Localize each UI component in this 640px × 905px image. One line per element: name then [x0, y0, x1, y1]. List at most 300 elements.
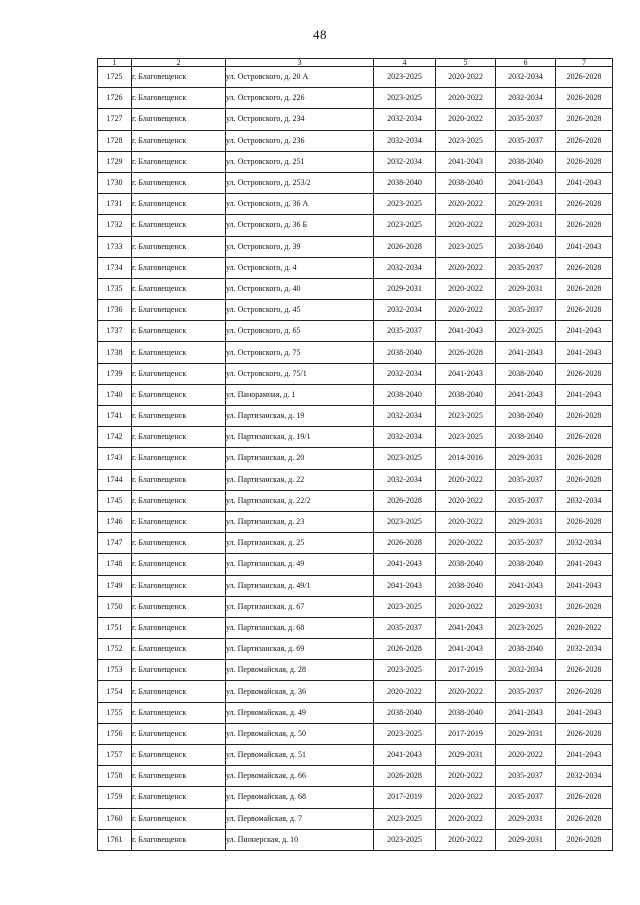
row-number-cell: 1758 — [98, 766, 132, 787]
period-cell: 2020-2022 — [556, 617, 613, 638]
period-cell: 2020-2022 — [436, 533, 496, 554]
column-header: 2 — [132, 59, 226, 67]
table-row — [98, 321, 613, 342]
table-row — [98, 215, 613, 236]
city-cell: г. Благовещенск — [132, 681, 226, 702]
address-cell: ул. Островского, д. 45 — [226, 300, 374, 321]
period-cell: 2026-2028 — [556, 511, 613, 532]
row-number-cell: 1727 — [98, 109, 132, 130]
period-cell: 2032-2034 — [374, 130, 436, 151]
row-number-cell: 1737 — [98, 321, 132, 342]
city-cell: г. Благовещенск — [132, 448, 226, 469]
period-cell: 2026-2028 — [556, 681, 613, 702]
period-cell: 2038-2040 — [496, 554, 556, 575]
period-cell: 2038-2040 — [374, 172, 436, 193]
city-cell: г. Благовещенск — [132, 617, 226, 638]
period-cell: 2023-2025 — [436, 236, 496, 257]
period-cell: 2038-2040 — [436, 172, 496, 193]
city-cell: г. Благовещенск — [132, 151, 226, 172]
row-number-cell: 1733 — [98, 236, 132, 257]
period-cell: 2026-2028 — [436, 342, 496, 363]
period-cell: 2032-2034 — [374, 469, 436, 490]
address-cell: ул. Партизанская, д. 20 — [226, 448, 374, 469]
address-cell: ул. Первомайская, д. 36 — [226, 681, 374, 702]
table-row — [98, 278, 613, 299]
table-row — [98, 829, 613, 850]
city-cell: г. Благовещенск — [132, 511, 226, 532]
city-cell: г. Благовещенск — [132, 639, 226, 660]
city-cell: г. Благовещенск — [132, 596, 226, 617]
address-cell: ул. Островского, д. 4 — [226, 257, 374, 278]
address-cell: ул. Островского, д. 65 — [226, 321, 374, 342]
city-cell: г. Благовещенск — [132, 787, 226, 808]
city-cell: г. Благовещенск — [132, 109, 226, 130]
period-cell: 2032-2034 — [496, 67, 556, 88]
period-cell: 2041-2043 — [436, 321, 496, 342]
period-cell: 2041-2043 — [556, 172, 613, 193]
period-cell: 2029-2031 — [496, 808, 556, 829]
period-cell: 2023-2025 — [374, 194, 436, 215]
period-cell: 2041-2043 — [496, 575, 556, 596]
city-cell: г. Благовещенск — [132, 67, 226, 88]
period-cell: 2035-2037 — [496, 257, 556, 278]
period-cell: 2032-2034 — [374, 109, 436, 130]
period-cell: 2026-2028 — [556, 67, 613, 88]
column-header: 5 — [436, 59, 496, 67]
period-cell: 2029-2031 — [374, 278, 436, 299]
city-cell: г. Благовещенск — [132, 300, 226, 321]
period-cell: 2032-2034 — [374, 151, 436, 172]
period-cell: 2035-2037 — [496, 766, 556, 787]
city-cell: г. Благовещенск — [132, 427, 226, 448]
period-cell: 2041-2043 — [556, 342, 613, 363]
table-row — [98, 406, 613, 427]
period-cell: 2023-2025 — [374, 808, 436, 829]
period-cell: 2041-2043 — [496, 384, 556, 405]
row-number-cell: 1754 — [98, 681, 132, 702]
period-cell: 2032-2034 — [556, 533, 613, 554]
address-cell: ул. Партизанская, д. 22 — [226, 469, 374, 490]
period-cell: 2020-2022 — [436, 257, 496, 278]
period-cell: 2020-2022 — [436, 787, 496, 808]
address-cell: ул. Островского, д. 226 — [226, 88, 374, 109]
period-cell: 2026-2028 — [556, 406, 613, 427]
period-cell: 2038-2040 — [436, 702, 496, 723]
row-number-cell: 1742 — [98, 427, 132, 448]
address-cell: ул. Партизанская, д. 23 — [226, 511, 374, 532]
city-cell: г. Благовещенск — [132, 130, 226, 151]
period-cell: 2017-2019 — [436, 660, 496, 681]
period-cell: 2035-2037 — [374, 321, 436, 342]
city-cell: г. Благовещенск — [132, 575, 226, 596]
address-cell: ул. Партизанская, д. 69 — [226, 639, 374, 660]
city-cell: г. Благовещенск — [132, 321, 226, 342]
period-cell: 2026-2028 — [556, 427, 613, 448]
row-number-cell: 1751 — [98, 617, 132, 638]
period-cell: 2041-2043 — [556, 384, 613, 405]
address-cell: ул. Первомайская, д. 28 — [226, 660, 374, 681]
row-number-cell: 1740 — [98, 384, 132, 405]
table-row — [98, 723, 613, 744]
period-cell: 2041-2043 — [436, 363, 496, 384]
table-row — [98, 554, 613, 575]
city-cell: г. Благовещенск — [132, 215, 226, 236]
period-cell: 2029-2031 — [496, 829, 556, 850]
table-row — [98, 194, 613, 215]
city-cell: г. Благовещенск — [132, 808, 226, 829]
period-cell: 2041-2043 — [374, 745, 436, 766]
period-cell: 2032-2034 — [496, 660, 556, 681]
period-cell: 2020-2022 — [436, 215, 496, 236]
address-cell: ул. Партизанская, д. 49/1 — [226, 575, 374, 596]
period-cell: 2032-2034 — [374, 427, 436, 448]
period-cell: 2038-2040 — [374, 384, 436, 405]
period-cell: 2035-2037 — [496, 300, 556, 321]
period-cell: 2026-2028 — [556, 596, 613, 617]
period-cell: 2020-2022 — [436, 596, 496, 617]
city-cell: г. Благовещенск — [132, 384, 226, 405]
period-cell: 2020-2022 — [436, 511, 496, 532]
table-row — [98, 109, 613, 130]
row-number-cell: 1738 — [98, 342, 132, 363]
period-cell: 2020-2022 — [436, 681, 496, 702]
period-cell: 2020-2022 — [374, 681, 436, 702]
period-cell: 2035-2037 — [496, 130, 556, 151]
address-cell: ул. Островского, д. 253/2 — [226, 172, 374, 193]
address-cell: ул. Пионерская, д. 10 — [226, 829, 374, 850]
period-cell: 2023-2025 — [374, 829, 436, 850]
row-number-cell: 1747 — [98, 533, 132, 554]
address-cell: ул. Первомайская, д. 66 — [226, 766, 374, 787]
address-cell: ул. Островского, д. 236 — [226, 130, 374, 151]
period-cell: 2029-2031 — [436, 745, 496, 766]
row-number-cell: 1748 — [98, 554, 132, 575]
period-cell: 2038-2040 — [436, 575, 496, 596]
city-cell: г. Благовещенск — [132, 533, 226, 554]
period-cell: 2020-2022 — [436, 109, 496, 130]
period-cell: 2041-2043 — [436, 617, 496, 638]
row-number-cell: 1732 — [98, 215, 132, 236]
period-cell: 2020-2022 — [436, 67, 496, 88]
period-cell: 2023-2025 — [496, 321, 556, 342]
period-cell: 2041-2043 — [496, 342, 556, 363]
period-cell: 2038-2040 — [496, 406, 556, 427]
address-cell: ул. Островского, д. 75/1 — [226, 363, 374, 384]
period-cell: 2035-2037 — [496, 490, 556, 511]
period-cell: 2029-2031 — [496, 723, 556, 744]
period-cell: 2026-2028 — [556, 660, 613, 681]
city-cell: г. Благовещенск — [132, 723, 226, 744]
row-number-cell: 1760 — [98, 808, 132, 829]
address-cell: ул. Партизанская, д. 68 — [226, 617, 374, 638]
row-number-cell: 1759 — [98, 787, 132, 808]
period-cell: 2041-2043 — [436, 639, 496, 660]
row-number-cell: 1729 — [98, 151, 132, 172]
period-cell: 2029-2031 — [496, 194, 556, 215]
row-number-cell: 1734 — [98, 257, 132, 278]
period-cell: 2026-2028 — [556, 257, 613, 278]
row-number-cell: 1741 — [98, 406, 132, 427]
table-row — [98, 172, 613, 193]
period-cell: 2020-2022 — [496, 745, 556, 766]
period-cell: 2041-2043 — [556, 702, 613, 723]
city-cell: г. Благовещенск — [132, 363, 226, 384]
table-row — [98, 660, 613, 681]
period-cell: 2014-2016 — [436, 448, 496, 469]
period-cell: 2041-2043 — [556, 321, 613, 342]
period-cell: 2026-2028 — [374, 639, 436, 660]
address-cell: ул. Первомайская, д. 51 — [226, 745, 374, 766]
period-cell: 2032-2034 — [556, 766, 613, 787]
table-row — [98, 67, 613, 88]
table-row — [98, 448, 613, 469]
period-cell: 2026-2028 — [374, 533, 436, 554]
row-number-cell: 1743 — [98, 448, 132, 469]
table-row — [98, 639, 613, 660]
row-number-cell: 1731 — [98, 194, 132, 215]
city-cell: г. Благовещенск — [132, 829, 226, 850]
period-cell: 2017-2019 — [436, 723, 496, 744]
period-cell: 2038-2040 — [496, 639, 556, 660]
city-cell: г. Благовещенск — [132, 342, 226, 363]
period-cell: 2020-2022 — [436, 829, 496, 850]
column-header: 4 — [374, 59, 436, 67]
period-cell: 2026-2028 — [556, 88, 613, 109]
city-cell: г. Благовещенск — [132, 490, 226, 511]
period-cell: 2020-2022 — [436, 194, 496, 215]
period-cell: 2032-2034 — [374, 257, 436, 278]
city-cell: г. Благовещенск — [132, 766, 226, 787]
period-cell: 2026-2028 — [556, 469, 613, 490]
period-cell: 2023-2025 — [374, 88, 436, 109]
address-cell: ул. Партизанская, д. 22/2 — [226, 490, 374, 511]
period-cell: 2029-2031 — [496, 596, 556, 617]
city-cell: г. Благовещенск — [132, 660, 226, 681]
period-cell: 2023-2025 — [496, 617, 556, 638]
address-cell: ул. Первомайская, д. 7 — [226, 808, 374, 829]
period-cell: 2041-2043 — [556, 236, 613, 257]
period-cell: 2032-2034 — [374, 300, 436, 321]
city-cell: г. Благовещенск — [132, 257, 226, 278]
period-cell: 2023-2025 — [436, 427, 496, 448]
period-cell: 2026-2028 — [556, 194, 613, 215]
address-cell: ул. Островского, д. 20 А — [226, 67, 374, 88]
period-cell: 2026-2028 — [374, 766, 436, 787]
table-row — [98, 681, 613, 702]
row-number-cell: 1755 — [98, 702, 132, 723]
table-row — [98, 787, 613, 808]
period-cell: 2041-2043 — [374, 554, 436, 575]
row-number-cell: 1744 — [98, 469, 132, 490]
address-cell: ул. Партизанская, д. 25 — [226, 533, 374, 554]
address-cell: ул. Островского, д. 75 — [226, 342, 374, 363]
period-cell: 2029-2031 — [496, 511, 556, 532]
table-row — [98, 427, 613, 448]
address-cell: ул. Островского, д. 40 — [226, 278, 374, 299]
period-cell: 2038-2040 — [374, 702, 436, 723]
row-number-cell: 1736 — [98, 300, 132, 321]
row-number-cell: 1735 — [98, 278, 132, 299]
period-cell: 2026-2028 — [556, 215, 613, 236]
period-cell: 2023-2025 — [374, 448, 436, 469]
city-cell: г. Благовещенск — [132, 172, 226, 193]
period-cell: 2029-2031 — [496, 278, 556, 299]
table-row — [98, 363, 613, 384]
period-cell: 2026-2028 — [556, 448, 613, 469]
period-cell: 2020-2022 — [436, 278, 496, 299]
period-cell: 2026-2028 — [556, 723, 613, 744]
page-number: 48 — [313, 27, 327, 42]
row-number-cell: 1730 — [98, 172, 132, 193]
period-cell: 2020-2022 — [436, 300, 496, 321]
period-cell: 2041-2043 — [556, 554, 613, 575]
period-cell: 2032-2034 — [374, 406, 436, 427]
address-cell: ул. Островского, д. 36 Б — [226, 215, 374, 236]
city-cell: г. Благовещенск — [132, 278, 226, 299]
row-number-cell: 1757 — [98, 745, 132, 766]
period-cell: 2026-2028 — [374, 490, 436, 511]
table-row — [98, 384, 613, 405]
period-cell: 2041-2043 — [556, 575, 613, 596]
column-header: 6 — [496, 59, 556, 67]
address-cell: ул. Островского, д. 234 — [226, 109, 374, 130]
address-cell: ул. Панорамная, д. 1 — [226, 384, 374, 405]
period-cell: 2023-2025 — [374, 511, 436, 532]
row-number-cell: 1746 — [98, 511, 132, 532]
column-header: 1 — [98, 59, 132, 67]
address-cell: ул. Первомайская, д. 50 — [226, 723, 374, 744]
address-cell: ул. Партизанская, д. 19 — [226, 406, 374, 427]
city-cell: г. Благовещенск — [132, 702, 226, 723]
city-cell: г. Благовещенск — [132, 236, 226, 257]
table-row — [98, 745, 613, 766]
row-number-cell: 1761 — [98, 829, 132, 850]
period-cell: 2032-2034 — [556, 490, 613, 511]
city-cell: г. Благовещенск — [132, 88, 226, 109]
period-cell: 2032-2034 — [496, 88, 556, 109]
address-cell: ул. Островского, д. 36 А — [226, 194, 374, 215]
period-cell: 2041-2043 — [496, 172, 556, 193]
period-cell: 2038-2040 — [496, 236, 556, 257]
row-number-cell: 1739 — [98, 363, 132, 384]
column-number-row — [98, 59, 613, 67]
period-cell: 2038-2040 — [436, 554, 496, 575]
period-cell: 2038-2040 — [496, 427, 556, 448]
period-cell: 2023-2025 — [374, 660, 436, 681]
period-cell: 2026-2028 — [556, 278, 613, 299]
address-cell: ул. Партизанская, д. 49 — [226, 554, 374, 575]
period-cell: 2023-2025 — [436, 406, 496, 427]
period-cell: 2032-2034 — [374, 363, 436, 384]
period-cell: 2041-2043 — [496, 702, 556, 723]
row-number-cell: 1745 — [98, 490, 132, 511]
period-cell: 2035-2037 — [496, 787, 556, 808]
table-row — [98, 88, 613, 109]
period-cell: 2020-2022 — [436, 490, 496, 511]
city-cell: г. Благовещенск — [132, 406, 226, 427]
table-row — [98, 575, 613, 596]
table-row — [98, 151, 613, 172]
address-cell: ул. Партизанская, д. 19/1 — [226, 427, 374, 448]
period-cell: 2020-2022 — [436, 808, 496, 829]
row-number-cell: 1752 — [98, 639, 132, 660]
row-number-cell: 1756 — [98, 723, 132, 744]
city-cell: г. Благовещенск — [132, 469, 226, 490]
period-cell: 2041-2043 — [556, 745, 613, 766]
period-cell: 2035-2037 — [496, 469, 556, 490]
period-cell: 2041-2043 — [374, 575, 436, 596]
row-number-cell: 1753 — [98, 660, 132, 681]
period-cell: 2023-2025 — [374, 215, 436, 236]
period-cell: 2020-2022 — [436, 469, 496, 490]
city-cell: г. Благовещенск — [132, 554, 226, 575]
period-cell: 2026-2028 — [556, 787, 613, 808]
period-cell: 2026-2028 — [556, 829, 613, 850]
period-cell: 2023-2025 — [374, 67, 436, 88]
period-cell: 2029-2031 — [496, 448, 556, 469]
address-cell: ул. Островского, д. 39 — [226, 236, 374, 257]
address-cell: ул. Партизанская, д. 67 — [226, 596, 374, 617]
address-cell: ул. Островского, д. 251 — [226, 151, 374, 172]
period-cell: 2035-2037 — [496, 681, 556, 702]
table-row — [98, 257, 613, 278]
period-cell: 2038-2040 — [496, 363, 556, 384]
table-row — [98, 511, 613, 532]
period-cell: 2041-2043 — [436, 151, 496, 172]
table-row — [98, 808, 613, 829]
period-cell: 2020-2022 — [436, 766, 496, 787]
period-cell: 2023-2025 — [374, 596, 436, 617]
table-row — [98, 702, 613, 723]
table-row — [98, 490, 613, 511]
period-cell: 2023-2025 — [374, 723, 436, 744]
row-number-cell: 1725 — [98, 67, 132, 88]
period-cell: 2035-2037 — [496, 533, 556, 554]
period-cell: 2026-2028 — [556, 363, 613, 384]
row-number-cell: 1728 — [98, 130, 132, 151]
period-cell: 2026-2028 — [556, 109, 613, 130]
address-cell: ул. Первомайская, д. 68 — [226, 787, 374, 808]
period-cell: 2026-2028 — [556, 300, 613, 321]
city-cell: г. Благовещенск — [132, 194, 226, 215]
period-cell: 2029-2031 — [496, 215, 556, 236]
table-row — [98, 617, 613, 638]
table-row — [98, 130, 613, 151]
period-cell: 2032-2034 — [556, 639, 613, 660]
table-row — [98, 766, 613, 787]
table-row — [98, 342, 613, 363]
period-cell: 2020-2022 — [436, 88, 496, 109]
table-row — [98, 533, 613, 554]
table-row — [98, 469, 613, 490]
period-cell: 2026-2028 — [556, 130, 613, 151]
period-cell: 2038-2040 — [496, 151, 556, 172]
city-cell: г. Благовещенск — [132, 745, 226, 766]
table-row — [98, 236, 613, 257]
column-header: 3 — [226, 59, 374, 67]
column-header: 7 — [556, 59, 613, 67]
address-cell: ул. Первомайская, д. 49 — [226, 702, 374, 723]
period-cell: 2038-2040 — [436, 384, 496, 405]
period-cell: 2023-2025 — [436, 130, 496, 151]
period-cell: 2017-2019 — [374, 787, 436, 808]
period-cell: 2026-2028 — [374, 236, 436, 257]
period-cell: 2035-2037 — [496, 109, 556, 130]
period-cell: 2026-2028 — [556, 151, 613, 172]
row-number-cell: 1726 — [98, 88, 132, 109]
period-cell: 2038-2040 — [374, 342, 436, 363]
table-row — [98, 596, 613, 617]
